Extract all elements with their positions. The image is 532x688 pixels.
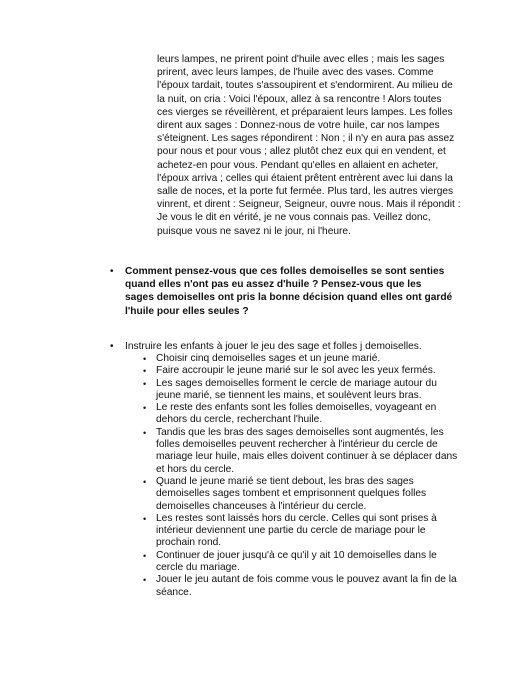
step-line: prochain rond. bbox=[156, 537, 222, 549]
parable-line: vinrent, et dirent : Seigneur, Seigneur, ouvre nous. Mais il répondit : bbox=[157, 199, 461, 211]
list-item bbox=[143, 353, 483, 365]
parable-line: Je vous le dit en vérité, je ne vous connais pas. Veillez donc, bbox=[157, 212, 431, 224]
step-line: Jouer le jeu autant de fois comme vous le pouvez avant la fin de la bbox=[156, 574, 457, 586]
parable-line: achetez-en pour vous. Pendant qu'elles en allaient en acheter, bbox=[157, 159, 439, 171]
parable-line: prirent, avec leurs lampes, de l'huile avec des vases. Comme bbox=[157, 67, 434, 79]
instructions-intro: Instruire les enfants à jouer le jeu des sage et folles j demoiselles. bbox=[125, 341, 422, 352]
step-line: Faire accroupir le jeune marié sur le sol avec les yeux fermés. bbox=[156, 365, 436, 377]
parable-line: dirent aux sages : Donnez-nous de votre huile, car nos lampes bbox=[157, 120, 440, 132]
list-item bbox=[143, 378, 483, 403]
parable-paragraph bbox=[157, 53, 475, 238]
step-line: dehors du cercle, recherchant l'huile. bbox=[156, 414, 323, 426]
question-line: l'huile pour elles seules ? bbox=[125, 305, 249, 317]
step-line: demoiselles chanceuses à l'intérieur du cercle. bbox=[156, 500, 367, 512]
bullet-icon: • bbox=[143, 366, 147, 377]
bullet-icon: • bbox=[110, 266, 114, 277]
step-line: Continuer de jouer jusqu'à ce qu'il y ait 10 demoiselles dans le bbox=[156, 549, 437, 561]
step-line: intérieur deviennent une partie du cercle de mariage pour le bbox=[156, 525, 426, 537]
parable-line: la nuit, on cria : Voici l'époux, allez à sa rencontre ! Alors toutes bbox=[157, 93, 442, 105]
step-line: Les sages demoiselles forment le cercle de mariage autour du bbox=[156, 377, 437, 389]
step-line: cercle du mariage. bbox=[156, 562, 240, 574]
step-line: Tandis que les bras des sages demoiselles sont augmentés, les bbox=[156, 426, 444, 438]
bullet-icon: • bbox=[143, 354, 147, 364]
bullet-icon: • bbox=[143, 513, 147, 524]
step-line: Le reste des enfants sont les folles demoiselles, voyageant en bbox=[156, 402, 437, 414]
list-item bbox=[143, 513, 483, 550]
step-line: et hors du cercle. bbox=[156, 463, 235, 475]
step-line: jeune marié, se tiennent les mains, et soulèvent leurs bras. bbox=[156, 389, 422, 401]
list-item bbox=[143, 550, 483, 575]
bullet-icon: • bbox=[143, 378, 147, 389]
list-item bbox=[143, 574, 483, 599]
list-item bbox=[143, 365, 483, 377]
step-line: Choisir cinq demoiselles sages et un jeune marié. bbox=[156, 353, 381, 364]
parable-line: puisque vous ne savez ni le jour, ni l'heure. bbox=[157, 225, 351, 237]
list-item bbox=[143, 476, 483, 513]
step-line: demoiselles sages tombent et emprisonnent quelques folles bbox=[156, 488, 427, 500]
parable-line: leurs lampes, ne prirent point d'huile avec elles ; mais les sages bbox=[157, 54, 445, 65]
step-line: mariage leur huile, mais elles doivent continuer à se déplacer dans bbox=[156, 451, 458, 463]
bullet-icon: • bbox=[143, 575, 147, 586]
step-line: folles demoiselles peuvent rechercher à l'intérieur du cercle de bbox=[156, 439, 438, 451]
step-line: Les restes sont laissés hors du cercle. Celles qui sont prises à bbox=[156, 512, 437, 524]
list-item bbox=[143, 402, 483, 427]
parable-line: pour nous et pour vous ; allez plutôt chez eux qui en vendent, et bbox=[157, 146, 446, 158]
parable-line: ces vierges se réveillèrent, et préparaient leurs lampes. Les folles bbox=[157, 106, 453, 118]
bullet-icon: • bbox=[143, 550, 147, 561]
question-line: quand elles n'ont pas eu assez d'huile ? Pensez-vous que les bbox=[125, 279, 422, 291]
parable-line: l'époux arriva ; celles qui étaient prêtent entrèrent avec lui dans la bbox=[157, 172, 453, 184]
bullet-icon: • bbox=[110, 341, 114, 352]
question-text bbox=[125, 265, 452, 318]
step-line: séance. bbox=[156, 586, 192, 598]
question-line: Comment pensez-vous que ces folles demoiselles se sont senties bbox=[125, 266, 445, 277]
bullet-icon: • bbox=[143, 403, 147, 414]
parable-line: salle de noces, et la porte fut fermée. Plus tard, les autres vierges bbox=[157, 186, 454, 198]
question-line: sages demoiselles ont pris la bonne décision quand elles ont gardé bbox=[125, 292, 453, 304]
step-line: Quand le jeune marié se tient debout, les bras des sages bbox=[156, 475, 414, 487]
parable-line: s'éteignent. Les sages répondirent : Non ; il n'y en aura pas assez bbox=[157, 133, 455, 145]
instruction-steps bbox=[143, 353, 483, 599]
bullet-icon: • bbox=[143, 427, 147, 438]
parable-line: l'époux tardait, toutes s'assoupirent et s'endormirent. Au milieu de bbox=[157, 80, 453, 92]
bullet-icon: • bbox=[143, 476, 147, 487]
list-item bbox=[143, 427, 483, 476]
